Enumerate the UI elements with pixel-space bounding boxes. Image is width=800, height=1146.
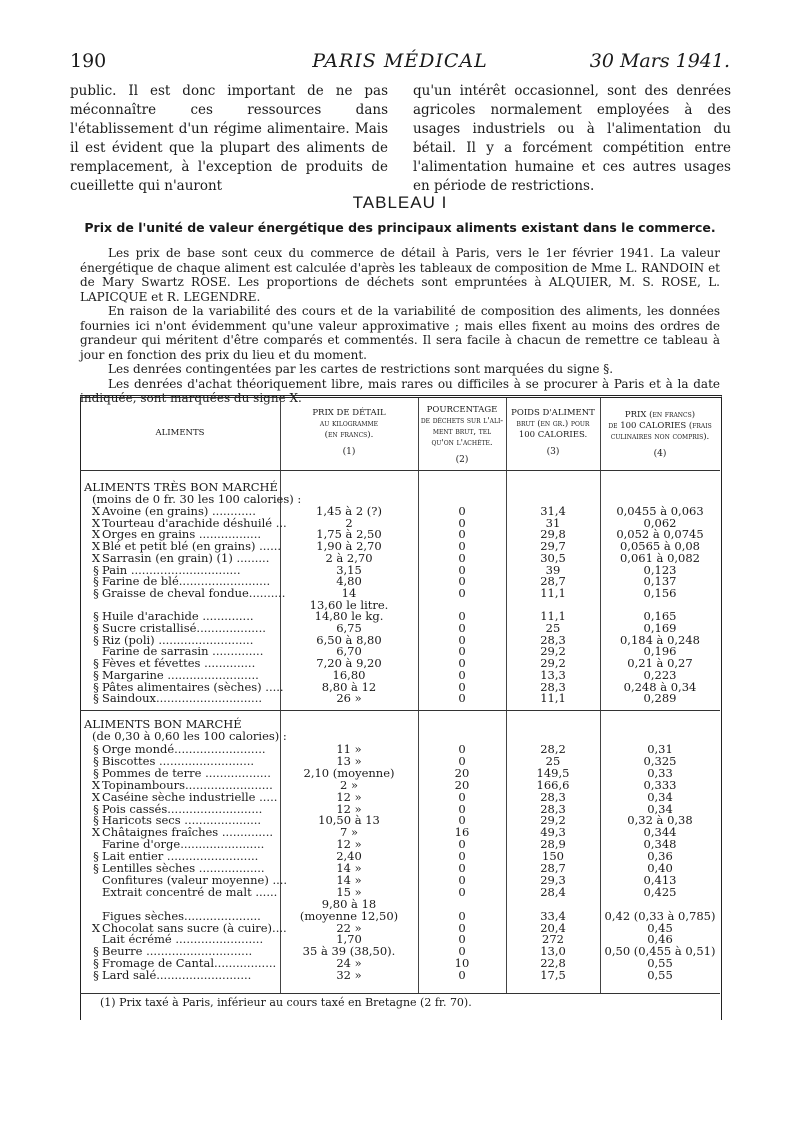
price-per-100-cal: 0,223 [643,667,677,682]
price-per-100-cal: 0,156 [643,585,677,600]
food-name: Lait écrémé ........................ [102,932,264,947]
price-per-100-cal: 0,413 [643,872,677,887]
waste-percent: 0 [458,527,466,542]
price-per-100-cal: 0,21 à 0,27 [627,656,693,671]
weight-per-100-cal: 29,3 [540,872,566,887]
retail-price: 7,20 à 9,20 [316,656,382,671]
weight-per-100-cal: 28,7 [540,861,566,875]
price-per-100-cal: 0,184 à 0,248 [619,632,700,647]
retail-price: 2,40 [336,849,362,864]
price-per-100-cal: 0,42 (0,33 à 0,785) [604,908,716,923]
intro-paragraph: Les denrées contingentées par les cartes de restrictions sont marquées du signe §. [108,362,614,376]
row-symbol: § [93,956,99,971]
retail-price: 4,80 [336,574,362,589]
food-name: Saindoux............................. [102,691,263,706]
retail-price: 1,75 à 2,50 [316,527,382,542]
retail-price: 1,90 à 2,70 [316,539,382,554]
waste-percent: 0 [458,550,466,565]
food-name: Farine de sarrasin .............. [102,644,264,659]
waste-percent: 0 [458,932,466,947]
left-column-text: public. Il est donc important de ne pas méconnaître ces ressources dans l'établissement d'un régime alimentaire. Mais il est évident que la plupart des aliments de remplacement, à l'exception de produits de cueillette qui n'auront [70,83,388,194]
row-symbol: X [91,539,101,554]
waste-percent: 0 [458,585,466,600]
retail-price: 2 à 2,70 [325,550,373,565]
price-per-100-cal: 0,325 [643,753,677,768]
food-name: Blé et petit blé (en grains) ...... [102,539,282,554]
waste-percent: 0 [458,884,466,899]
waste-percent: 0 [458,679,466,694]
row-symbol: § [93,801,99,816]
waste-percent: 0 [458,644,466,659]
row-symbol: § [93,691,99,706]
waste-percent: 0 [458,504,466,518]
weight-per-100-cal: 49,3 [540,825,566,840]
food-name: Châtaignes fraîches .............. [102,825,274,840]
row-symbol: X [91,515,101,530]
price-per-100-cal: 0,169 [643,621,677,635]
food-name: Sarrasin (en grain) (1) ......... [102,550,270,565]
food-name: Pommes de terre .................. [102,765,271,780]
price-per-100-cal: 0,165 [643,609,677,624]
retail-price: 2 [345,515,353,530]
food-name: Figues sèches..................... [102,908,261,923]
price-per-100-cal: 0,32 à 0,38 [627,813,693,828]
column-header-dechets: POURCENTAGE de déchets sur l'ali- ment brut, tel qu'on l'achète. (2) [420,405,504,465]
food-name: Haricots secs ..................... [102,813,262,828]
waste-percent: 20 [454,777,470,792]
waste-percent: 0 [458,837,466,852]
waste-percent: 0 [458,667,466,682]
waste-percent: 0 [458,574,466,589]
weight-per-100-cal: 22,8 [540,956,566,971]
weight-per-100-cal: 13,0 [540,944,566,959]
row-symbol: X [91,825,101,840]
waste-percent: 0 [458,801,466,816]
food-name: Chocolat sans sucre (à cuire).... [102,920,287,935]
food-name: Biscottes .......................... [102,753,255,768]
weight-per-100-cal: 272 [542,932,564,947]
price-per-100-cal: 0,0565 à 0,08 [619,539,700,554]
waste-percent: 0 [458,632,466,647]
retail-price: 14,80 le kg. [314,609,384,624]
group-rule [80,710,720,711]
table-introduction [80,246,720,406]
weight-per-100-cal: 28,3 [540,679,566,694]
retail-price: 6,70 [336,644,362,659]
retail-price: 35 à 39 (38,50). [302,944,396,959]
issue-date: 30 Mars 1941. [589,50,730,72]
food-name: Fromage de Cantal................. [102,956,277,971]
price-per-100-cal: 0,062 [643,515,677,530]
weight-per-100-cal: 166,6 [536,777,570,792]
table-row [80,968,720,982]
retail-price: 22 » [336,920,362,935]
retail-price: (moyenne 12,50) [299,908,399,923]
waste-percent: 0 [458,609,466,624]
price-per-100-cal: 0,333 [643,777,677,792]
weight-per-100-cal: 28,7 [540,574,566,589]
price-per-100-cal: 0,137 [643,574,677,589]
weight-per-100-cal: 29,2 [540,813,566,828]
weight-per-100-cal: 39 [545,562,561,577]
weight-per-100-cal: 11,1 [540,691,566,706]
waste-percent: 0 [458,968,466,983]
retail-price: 8,80 à 12 [321,679,377,694]
retail-price: 2 » [339,777,358,792]
page-number: 190 [70,50,107,72]
food-name: Farine de blé......................... [102,574,271,589]
table-row [80,691,720,705]
retail-price: 6,75 [336,621,362,635]
page-header [70,50,730,76]
row-symbol: X [91,920,101,935]
weight-per-100-cal: 31,4 [540,504,566,518]
retail-price: 1,45 à 2 (?) [316,504,382,518]
food-name: Confitures (valeur moyenne) .... [102,872,288,887]
retail-price: 12 » [336,789,362,804]
food-name: Graisse de cheval fondue.......... [102,585,286,600]
waste-percent: 0 [458,656,466,671]
waste-percent: 0 [458,742,466,756]
food-name: Pois cassés.......................... [102,801,263,816]
row-symbol: § [93,849,99,864]
retail-price: 15 » [336,884,362,899]
table-subtitle: Prix de l'unité de valeur énergétique des principaux aliments existant dans le commerce. [84,220,716,235]
retail-price: 26 » [336,691,362,706]
retail-price: 13 » [336,753,362,768]
food-name: Orges en grains ................. [102,527,262,542]
food-name: Caséine sèche industrielle ..... [102,789,278,804]
price-per-100-cal: 0,55 [647,956,673,971]
food-name: Lentilles sèches .................. [102,861,265,875]
weight-per-100-cal: 29,2 [540,656,566,671]
price-per-100-cal: 0,052 à 0,0745 [616,527,704,542]
row-symbol: X [91,504,101,518]
waste-percent: 0 [458,872,466,887]
row-symbol: § [93,679,99,694]
retail-price: 6,50 à 8,80 [316,632,382,647]
weight-per-100-cal: 28,2 [540,742,566,756]
weight-per-100-cal: 25 [545,753,561,768]
waste-percent: 0 [458,849,466,864]
journal-title: PARIS MÉDICAL [312,50,488,72]
weight-per-100-cal: 31 [545,515,561,530]
food-name: Lard salé.......................... [102,968,252,983]
weight-per-100-cal: 20,4 [540,920,566,935]
row-symbol: § [93,944,99,959]
waste-percent: 10 [454,956,470,971]
retail-price: 3,15 [336,562,362,577]
price-per-100-cal: 0,45 [647,920,673,935]
retail-price: 32 » [336,968,362,983]
weight-per-100-cal: 28,4 [540,884,566,899]
group-heading: ALIMENTS TRÈS BON MARCHÉ [84,480,278,494]
waste-percent: 20 [454,765,470,780]
price-per-100-cal: 0,50 (0,455 à 0,51) [604,944,716,959]
waste-percent: 0 [458,908,466,923]
food-name: Fèves et févettes .............. [102,656,256,671]
waste-percent: 0 [458,920,466,935]
price-per-100-cal: 0,425 [643,884,677,899]
waste-percent: 0 [458,861,466,875]
food-name: Pain .............................. [102,562,241,577]
retail-price: 9,80 à 18 [321,896,377,911]
row-symbol: § [93,813,99,828]
price-per-100-cal: 0,289 [643,691,677,706]
food-name: Lait entier ......................... [102,849,259,864]
row-symbol: X [91,777,101,792]
food-name: Margarine ......................... [102,667,259,682]
food-name: Tourteau d'arachide déshuilé ... [102,515,287,530]
price-per-100-cal: 0,34 [647,801,673,816]
waste-percent: 0 [458,562,466,577]
weight-per-100-cal: 28,3 [540,801,566,816]
table-bottom-rule [80,993,720,994]
retail-price: 12 » [336,837,362,852]
food-name: Avoine (en grains) ............ [102,504,256,518]
column-header-prix-calories: PRIX (en francs) de 100 CALORIES (frais culinaires non compris). (4) [608,410,712,459]
row-symbol: § [93,562,99,577]
row-symbol: § [93,667,99,682]
price-per-100-cal: 0,55 [647,968,673,983]
food-name: Topinambours........................ [102,777,273,792]
retail-price: 24 » [336,956,362,971]
row-symbol: § [93,621,99,635]
row-symbol: § [93,742,99,756]
weight-per-100-cal: 150 [542,849,564,864]
weight-per-100-cal: 29,8 [540,527,566,542]
price-per-100-cal: 0,33 [647,765,673,780]
intro-paragraph: Les denrées d'achat théoriquement libre, mais rares ou difficiles à se procurer à Paris et à la date indiquée, sont marquées du signe X. [80,376,720,405]
price-per-100-cal: 0,31 [647,742,673,756]
waste-percent: 0 [458,789,466,804]
column-header-poids: POIDS D'ALIMENT brut (en gr.) pour 100 CALORIES. (3) [511,408,595,457]
group-subheading: (de 0,30 à 0,60 les 100 calories) : [92,729,287,743]
food-name: Extrait concentré de malt ...... [102,884,278,899]
row-symbol: § [93,765,99,780]
row-symbol: § [93,861,99,875]
weight-per-100-cal: 28,9 [540,837,566,852]
food-name: Riz (poli) .......................... [102,632,254,647]
row-symbol: § [93,574,99,589]
price-per-100-cal: 0,196 [643,644,677,659]
row-symbol: X [91,550,101,565]
food-name: Beurre ............................. [102,944,253,959]
row-symbol: § [93,585,99,600]
right-column-text: qu'un intérêt occasionnel, sont des denrées agricoles normalement employées à des usages industriels ou à l'alimentation du bétail. Il y a forcément compétition entre l'alimentation humaine et ces autres usages en période de restrictions. [413,83,731,194]
price-per-100-cal: 0,123 [643,562,677,577]
group-heading: ALIMENTS BON MARCHÉ [84,717,242,731]
weight-per-100-cal: 30,5 [540,550,566,565]
retail-price: 12 » [336,801,362,816]
retail-price: 2,10 (moyenne) [303,765,395,780]
waste-percent: 0 [458,691,466,706]
retail-price: 10,50 à 13 [318,813,380,828]
waste-percent: 0 [458,944,466,959]
price-per-100-cal: 0,061 à 0,082 [619,550,700,565]
waste-percent: 0 [458,753,466,768]
header-rule [80,470,720,471]
row-symbol: § [93,656,99,671]
price-per-100-cal: 0,248 à 0,34 [623,679,697,694]
retail-price: 7 » [339,825,358,840]
weight-per-100-cal: 25 [545,621,561,635]
table-footnote: (1) Prix taxé à Paris, inférieur au cours taxé en Bretagne (2 fr. 70). [100,996,472,1009]
weight-per-100-cal: 28,3 [540,632,566,647]
column-header-prix: PRIX DE DÉTAIL au kilogramme (en francs). (1) [312,408,386,457]
weight-per-100-cal: 33,4 [540,908,566,923]
retail-price: 11 » [336,742,362,756]
weight-per-100-cal: 11,1 [540,609,566,624]
price-per-100-cal: 0,40 [647,861,673,875]
food-name: Farine d'orge....................... [102,837,265,852]
weight-per-100-cal: 29,2 [540,644,566,659]
price-per-100-cal: 0,348 [643,837,677,852]
weight-per-100-cal: 149,5 [536,765,570,780]
column-header-aliments: ALIMENTS [155,428,205,438]
weight-per-100-cal: 11,1 [540,585,566,600]
table-title: TABLEAU I [352,193,448,212]
waste-percent: 0 [458,813,466,828]
weight-per-100-cal: 17,5 [540,968,566,983]
price-per-100-cal: 0,344 [643,825,677,840]
row-symbol: § [93,632,99,647]
price-per-100-cal: 0,0455 à 0,063 [616,504,704,518]
row-symbol: § [93,609,99,624]
retail-price: 1,70 [336,932,362,947]
food-name: Sucre cristallisé................... [102,621,266,635]
intro-paragraph: Les prix de base sont ceux du commerce de détail à Paris, vers le 1er février 1941. La valeur énergétique de chaque aliment est calculée d'après les tableaux de composition de Mme L. RANDOIN et de Mary Swartz ROSE. Les proportions de déchets sont empruntées à ALQUIER, M. S. ROSE, L. LAPICQUE et R. LEGENDRE. [80,246,720,304]
waste-percent: 0 [458,515,466,530]
waste-percent: 0 [458,621,466,635]
price-per-100-cal: 0,34 [647,789,673,804]
price-per-100-cal: 0,36 [647,849,673,864]
intro-paragraph: En raison de la variabilité des cours et de la variabilité de composition des aliments, les données fournies ici n'ont évidemment qu'une valeur approximative ; mais elles fixent au moins des ordres de grandeur qui méritent d'être comparés et commentés. Il sera facile à chacun de remettre ce tableau à jour en fonction des prix du lieu et du moment. [80,304,720,362]
food-name: Huile d'arachide .............. [102,609,254,624]
weight-per-100-cal: 29,7 [540,539,566,554]
row-symbol: X [91,527,101,542]
waste-percent: 0 [458,539,466,554]
row-symbol: X [91,789,101,804]
retail-price: 14 » [336,861,362,875]
weight-per-100-cal: 28,3 [540,789,566,804]
retail-price: 16,80 [332,667,366,682]
food-name: Pâtes alimentaires (sèches) ..... [102,679,284,694]
retail-price: 14 [341,585,357,600]
row-symbol: § [93,968,99,983]
retail-price: 13,60 le litre. [309,597,389,612]
group-subheading: (moins de 0 fr. 30 les 100 calories) : [92,492,302,506]
price-per-100-cal: 0,46 [647,932,673,947]
retail-price: 14 » [336,872,362,887]
food-name: Orge mondé......................... [102,742,266,756]
row-symbol: § [93,753,99,768]
waste-percent: 16 [454,825,470,840]
weight-per-100-cal: 13,3 [540,667,566,682]
